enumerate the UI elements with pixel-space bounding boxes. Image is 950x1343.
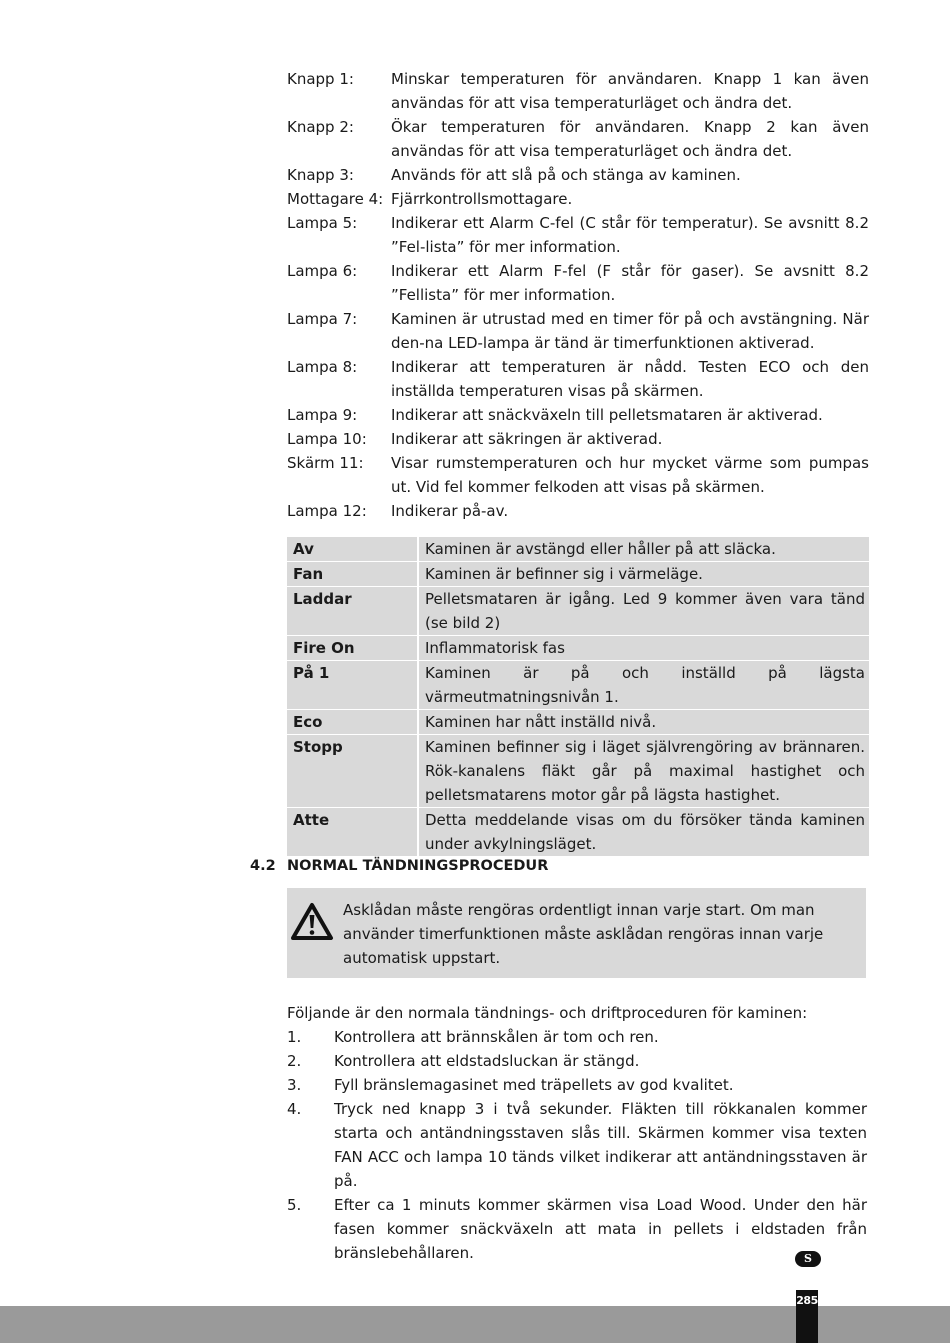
warning-triangle-icon: [290, 902, 334, 942]
definition-desc: Minskar temperaturen för användaren. Knapp 1 kan även användas för att visa temperaturläget och ändra det.: [391, 70, 869, 112]
status-key: Atte: [287, 808, 419, 856]
step-text: Kontrollera att eldstadsluckan är stängd.: [334, 1052, 640, 1070]
status-key: Fan: [287, 562, 419, 586]
definition-desc: Ökar temperaturen för användaren. Knapp 2 kan även användas för att visa temperaturläget och ändra det.: [391, 118, 869, 160]
status-value: Kaminen är på och inställd på lägsta värmeutmatningsnivån 1.: [419, 661, 869, 709]
definition-desc: Indikerar att snäckväxeln till pelletsmataren är aktiverad.: [391, 406, 823, 424]
definition-row: [287, 163, 869, 187]
table-row: [287, 636, 869, 660]
status-key: Laddar: [287, 587, 419, 635]
list-item: [287, 1193, 867, 1265]
definition-desc: Indikerar ett Alarm F-fel (F står för gaser). Se avsnitt 8.2 ”Fellista” för mer information.: [391, 262, 869, 304]
definition-row: [287, 187, 869, 211]
definition-row: [287, 115, 869, 163]
definition-row: [287, 307, 869, 355]
step-number: 1.: [287, 1028, 302, 1046]
definition-row: [287, 355, 869, 403]
definition-row: [287, 211, 869, 259]
definition-term: Skärm 11:: [287, 454, 364, 472]
table-row: [287, 661, 869, 709]
step-text: Fyll bränslemagasinet med träpellets av god kvalitet.: [334, 1076, 734, 1094]
table-row: [287, 562, 869, 586]
warning-box: [287, 888, 866, 978]
section-number: 4.2: [250, 858, 276, 874]
status-key: Av: [287, 537, 419, 561]
definition-desc: Fjärrkontrollsmottagare.: [391, 190, 573, 208]
step-text: Efter ca 1 minuts kommer skärmen visa Load Wood. Under den här fasen kommer snäckväxeln att mata in pellets i eldstaden från bränslebehållaren.: [334, 1196, 867, 1262]
definition-row: [287, 259, 869, 307]
definition-row: [287, 451, 869, 499]
status-value: Detta meddelande visas om du försöker tända kaminen under avkylningsläget.: [419, 808, 869, 856]
definition-desc: Indikerar på-av.: [391, 502, 509, 520]
definition-row: [287, 427, 869, 451]
step-text: Kontrollera att brännskålen är tom och ren.: [334, 1028, 659, 1046]
definition-term: Lampa 6:: [287, 262, 358, 280]
component-definitions: [287, 67, 869, 523]
step-text: Tryck ned knapp 3 i två sekunder. Fläkten till rökkanalen kommer starta och antändningsstaven slås till. Skärmen kommer visa texten FAN ACC och lampa 10 tänds vilket indikerar att antändningsstaven är på.: [334, 1100, 867, 1190]
definition-desc: Indikerar att temperaturen är nådd. Testen ECO och den inställda temperaturen visas på skärmen.: [391, 358, 869, 400]
list-item: [287, 1097, 867, 1193]
table-row: [287, 808, 869, 856]
status-value: Inflammatorisk fas: [419, 636, 869, 660]
definition-desc: Indikerar att säkringen är aktiverad.: [391, 430, 663, 448]
procedure-steps: [287, 1025, 867, 1265]
definition-desc: Indikerar ett Alarm C-fel (C står för temperatur). Se avsnitt 8.2 ”Fel-lista” för mer information.: [391, 214, 869, 256]
step-number: 5.: [287, 1196, 302, 1214]
list-item: [287, 1025, 867, 1049]
definition-term: Knapp 1:: [287, 70, 354, 88]
definition-term: Lampa 12:: [287, 502, 367, 520]
status-value: Kaminen är avstängd eller håller på att släcka.: [419, 537, 869, 561]
definition-term: Lampa 10:: [287, 430, 367, 448]
table-row: [287, 587, 869, 635]
status-key: Eco: [287, 710, 419, 734]
definition-desc: Visar rumstemperaturen och hur mycket värme som pumpas ut. Vid fel kommer felkoden att visas på skärmen.: [391, 454, 869, 496]
status-key: På 1: [287, 661, 419, 709]
intro-text: Följande är den normala tändnings- och driftproceduren för kaminen:: [287, 1004, 808, 1022]
definition-row: [287, 67, 869, 115]
section-title: NORMAL TÄNDNINGSPROCEDUR: [287, 858, 549, 874]
status-value: Pelletsmataren är igång. Led 9 kommer även vara tänd (se bild 2): [419, 587, 869, 635]
definition-term: Lampa 5:: [287, 214, 358, 232]
table-row: [287, 710, 869, 734]
status-key: Fire On: [287, 636, 419, 660]
definition-row: [287, 403, 869, 427]
section-heading: [250, 858, 548, 874]
page-number: 285: [796, 1294, 818, 1307]
status-key: Stopp: [287, 735, 419, 807]
status-value: Kaminen är befinner sig i värmeläge.: [419, 562, 869, 586]
table-row: [287, 735, 869, 807]
status-table: [287, 536, 869, 857]
definition-term: Lampa 7:: [287, 310, 358, 328]
step-number: 3.: [287, 1076, 302, 1094]
step-number: 2.: [287, 1052, 302, 1070]
definition-term: Knapp 3:: [287, 166, 354, 184]
list-item: [287, 1049, 867, 1073]
list-item: [287, 1073, 867, 1097]
status-value: Kaminen befinner sig i läget självrengöring av brännaren. Rök-kanalens fläkt går på maximal hastighet och pelletsmatarens motor går på lägsta hastighet.: [419, 735, 869, 807]
step-number: 4.: [287, 1100, 302, 1118]
definition-term: Lampa 8:: [287, 358, 358, 376]
status-value: Kaminen har nått inställd nivå.: [419, 710, 869, 734]
warning-text: Asklådan måste rengöras ordentligt innan varje start. Om man använder timerfunktionen måste asklådan rengöras innan varje automatisk uppstart.: [343, 901, 824, 967]
table-row: [287, 537, 869, 561]
language-badge: S: [795, 1251, 821, 1267]
definition-term: Lampa 9:: [287, 406, 358, 424]
definition-desc: Används för att slå på och stänga av kaminen.: [391, 166, 741, 184]
definition-desc: Kaminen är utrustad med en timer för på och avstängning. När den-na LED-lampa är tänd är timerfunktionen aktiverad.: [391, 310, 869, 352]
definition-term: Knapp 2:: [287, 118, 354, 136]
definition-row: [287, 499, 869, 523]
definition-term: Mottagare 4:: [287, 190, 384, 208]
